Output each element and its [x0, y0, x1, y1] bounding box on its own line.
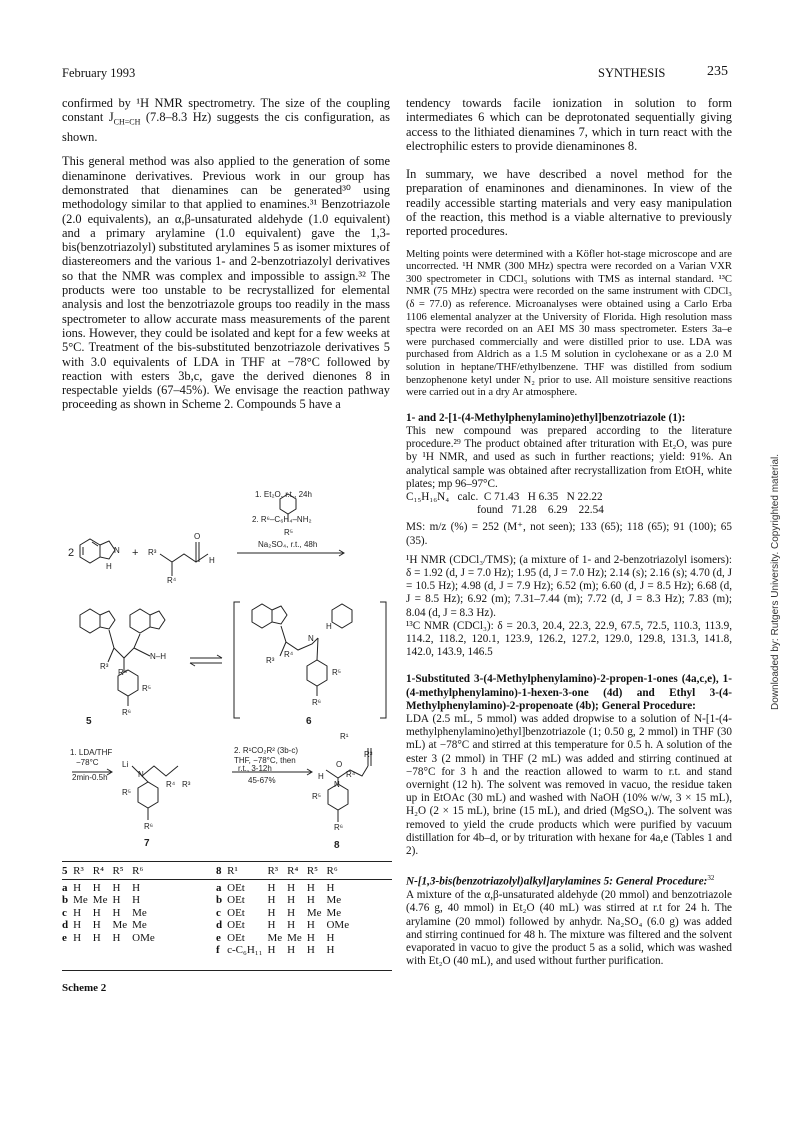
table-cell: OEt: [227, 894, 245, 906]
left-paragraph-2: This general method was also applied to the generation of some dienaminone derivatives. Previous work in our group has demonstrated that dienamines can be generated³⁰ using methodology similar to that applied to enamines.³¹ Benzotriazole (2.0 equivalents), an α,β-unsaturated aldehyde (1.0 equivalent) and a primary arylamine (1.0 equivalent) gave the 1,3-bis(benzotriazolyl) substituted arylamines 5 as isomer mixtures of diastereomers and the various 1- and 2-benzotriazolyl derivatives so that the NMR was complex and impossible to assign.³² The products were too unstable to be recrystallized for elemental analysis and lost the benzotriazole groups too readily in the mass spectrometer to allow accurate mass measurements of the parent ions. However, they could be isolated and kept for a few weeks at 5°C. Treatment of the bis-substituted benzotriazole derivatives 5 with 3.0 equivalents of LDA in THF at −78°C followed by reaction with esters 3b,c, gave the derived dienones 8 in respectable yields (67–45%). We envisage the reaction pathway proceeding as shown in Scheme 2. Compounds 5 have a: [62, 154, 390, 412]
exp1-cnmr: ¹³C NMR (CDCl₃): δ = 20.3, 20.4, 22.3, 22.9, 67.5, 72.5, 110.3, 113.9, 114.2, 118.2, 120.1, 123.9, 126.2, 127.2, 129.0, 129.8, 131.3, 141.8, 142.0, 143.9, 146.5: [406, 619, 732, 659]
table-compound-8: [216, 865, 354, 957]
table-cell: H: [306, 881, 315, 894]
table-cell: OMe: [326, 919, 350, 931]
table-compound-5: [62, 865, 160, 944]
table-cell: H: [92, 881, 101, 894]
table-cell: a: [62, 881, 68, 894]
table-cell: Me: [112, 919, 128, 931]
table-cell: H: [132, 894, 141, 906]
table-cell: R⁴: [287, 865, 299, 877]
compound6-r5: R⁵: [332, 668, 342, 677]
exp1-hnmr: ¹H NMR (CDCl₃/TMS); (a mixture of 1- and 2-benzotriazolyl isomers): δ = 1.92 (d, J = 7.0 Hz); 1.95 (d, J = 7.0 Hz); 2.14 (s); 2.16 (s); 4.70 (d, J = 10.5 Hz); 4.98 (d, J = 7.9 Hz); 6.52 (m); 6.60 (d, J = 8.5 Hz); 6.68 (d, J = 8.5 Hz); 6.92 (m); 7.31–7.44 (m); 7.72 (d, J = 8.3 Hz); 7.83 (m); 8.04 (d, J = 8.3 Hz).: [406, 553, 732, 619]
table-top-rule: [62, 861, 392, 862]
table-row: [62, 882, 160, 895]
table-cell: c: [216, 906, 221, 919]
compound7-r3: R³: [182, 780, 191, 789]
benzotriazole-n: N: [114, 546, 120, 555]
table-row: [62, 894, 160, 907]
table-cell: f: [216, 944, 220, 956]
scheme-caption: Scheme 2: [62, 982, 107, 994]
download-notice: Downloaded by: Rutgers University. Copyrighted material.: [770, 453, 781, 710]
compound6-label: 6: [306, 716, 312, 727]
right-paragraph-1: tendency towards facile ionization in solution to form intermediates 6 which can be deprotonated sequentially giving access to the lithiated dienamines 7, which in turn react with the electrophilic esters to provide dienaminones 8.: [406, 96, 732, 153]
table-cell: H: [287, 944, 296, 956]
table-cell: Me: [306, 906, 322, 919]
compound5-r6: R⁶: [122, 708, 132, 717]
table-cell: Me: [92, 894, 108, 906]
reactant-coefficient: 2: [68, 547, 75, 559]
table-cell: c-C₆H₁₁: [227, 944, 263, 956]
aldehyde-r3: R³: [148, 548, 157, 557]
header-date: February 1993: [62, 66, 136, 80]
compound8-h: H: [318, 772, 324, 781]
exp1-body: This new compound was prepared according to the literature procedure.²⁹ The product obtained after trituration with Et₂O, was pure by ¹H NMR, and used as such in further reactions; yield: 91%. An analytical sample was obtained after recrystallization from EtOH, white plates; mp 96–97°C.: [406, 425, 732, 490]
table-cell: R⁵: [306, 865, 318, 877]
exp1-formula: C₁₅H₁₆N₄ calc. C 71.43 H 6.35 N 22.22: [406, 491, 603, 504]
table-cell: H: [267, 906, 276, 919]
table-row: [216, 944, 354, 957]
left-column: [62, 96, 390, 422]
table-cell: H: [306, 894, 315, 906]
compound6-h: H: [326, 622, 332, 631]
ester-condition-2: THF, −78°C, then: [234, 756, 296, 765]
table-cell: H: [112, 881, 121, 894]
compound7-r6: R⁶: [144, 822, 154, 831]
table-cell: H: [306, 931, 315, 944]
table-cell: H: [306, 944, 315, 956]
table-row: [216, 894, 354, 907]
aldehyde-h: H: [209, 556, 215, 565]
table-cell: 5: [62, 865, 68, 877]
compound6-r4: R⁴: [284, 650, 294, 659]
table-row: [62, 865, 160, 882]
table-cell: R⁴: [92, 865, 104, 877]
table-cell: e: [62, 931, 67, 944]
table-cell: 8: [216, 865, 222, 877]
compound5-r3: R³: [100, 662, 109, 671]
lda-condition-2: −78°C: [76, 758, 99, 767]
scheme-condition-2: 2. R⁶–C₆H₄–NH₂: [252, 515, 312, 524]
table-cell: Me: [132, 906, 147, 919]
compound7-r5: R⁵: [122, 788, 132, 797]
table-cell: d: [216, 919, 223, 931]
table-cell: OEt: [227, 931, 245, 944]
table-cell: H: [306, 919, 315, 931]
table-cell: H: [267, 944, 276, 956]
exp3-body: A mixture of the α,β-unsaturated aldehyde (20 mmol) and benzotriazole (4.76 g, 40 mmol) in Et₂O (40 mL) was stirred at r.t for 24 h. The arylamine (20 mmol) followed by anhydr. Na₂SO₄ (6.0 g) was added and stirring continued for 48 h. The mixture was filtered and the solvent evaporated in vacuo to give the product 5 as a solid, which was washed with Et₂O (40 mL), and used without further purification.: [406, 889, 732, 968]
exp1-ms: MS: m/z (%) = 252 (M⁺, not seen); 133 (65); 118 (65); 91 (100); 65 (35).: [406, 521, 732, 547]
table-row: [216, 919, 354, 932]
table-bottom-rule: [62, 970, 392, 971]
scheme-condition-3: Na₂SO₄, r.t., 48h: [258, 540, 318, 549]
table-cell: R³: [73, 865, 84, 877]
compound8-r5: R⁵: [312, 792, 322, 801]
compound8-n: N: [334, 780, 340, 789]
table-cell: Me: [73, 894, 88, 906]
compound7-n: N: [138, 770, 144, 779]
table-cell: e: [216, 931, 221, 944]
plus-sign: +: [132, 547, 139, 559]
compound6-r6: R⁶: [312, 698, 322, 707]
table-cell: Me: [132, 919, 147, 931]
table-cell: R⁶: [326, 865, 338, 877]
ester-condition-4: 45-67%: [248, 776, 276, 785]
table-cell: H: [326, 944, 335, 956]
table-cell: R¹: [227, 865, 238, 877]
table-cell: Me: [326, 894, 342, 906]
table-cell: OEt: [227, 906, 245, 919]
table-row: [216, 907, 354, 920]
exp2-body: LDA (2.5 mL, 5 mmol) was added dropwise to a solution of N-[1-(4-methylphenylamino)ethyl]benzotriazole (1; 0.50 g, 2 mmol) in THF (30 mL) at −78°C and stirred at this temperature for 0.5 h. A solution of the ester 3 (2 mmol) in THF (2 mL) was added and stirring continued at −78°C for 3 h and the reaction allowed to warm to r.t. and stand overnight (12 h). The solvent was removed in vacuo, the residue taken up in EtOAc (30 mL) and washed with NaOH (10% w/w, 3 × 15 mL), H₂O (2 × 15 mL), brine (15 mL), and dried (MgSO₄). The solvent was removed to yield the crude products which were purified by vacuum distillation for 4b–d, or by trituration with hexane for 4a,e (Tables 1 and 2).: [406, 713, 732, 858]
scheme-condition-1: 1. Et₂O, r.t., 24h: [255, 490, 312, 499]
table-cell: H: [73, 906, 82, 919]
compound5-r4: R⁴: [118, 668, 128, 677]
table-cell: H: [132, 881, 141, 894]
table-cell: Me: [287, 931, 302, 944]
table-cell: H: [326, 881, 335, 894]
compound8-o-top: O: [336, 760, 343, 769]
compound6-r3: R³: [266, 656, 275, 665]
table-cell: H: [92, 906, 101, 919]
benzotriazole-h: H: [106, 562, 112, 571]
compound8-r6: R⁶: [334, 823, 344, 832]
table-row: [62, 932, 160, 945]
table-cell: a: [216, 881, 222, 894]
table-row: [62, 919, 160, 932]
table-cell: H: [287, 881, 296, 894]
exp1-title: 1- and 2-[1-(4-Methylphenylamino)ethyl]benzotriazole (1):: [406, 411, 686, 424]
exp2-title: 1-Substituted 3-(4-Methylphenylamino)-2-propen-1-ones (4a,c,e), 1-(4-methylphenylamino)-1-hexen-3-one (4d) and Ethyl 3-(4-Methylphenylamino)-2-propenoate (4b); General Procedure:: [406, 673, 732, 712]
general-methods: Melting points were determined with a Köfler hot-stage microscope and are uncorrected. ¹H NMR (300 MHz) spectra were recorded on a Varian VXR 300 spectrometer in CDCl₃ solutions with TMS as internal standard. ¹³C NMR (75 MHz) spectra were recorded on the same instrument with CDCl₃ (δ = 77.0) as reference. Microanalyses were obtained using a Carlo Erba 1106 elemental analyzer at the University of Florida. High resolution mass spectra were recorded on an AEI MS 30 mass spectrometer. Esters 3a–e were purchased commercially and were distilled prior to use. LDA was purchased from Aldrich as a 1.5 M solution in cyclohexane or as a 2.0 M solution in heptane/THF/ethylbenzene. THF was distilled from sodium benzophenone ketyl under N₂ prior to use. All moisture sensitive reactions were carried out in a dry Ar atmosphere.: [406, 248, 732, 399]
left-paragraph-1: confirmed by ¹H NMR spectrometry. The size of the coupling constant $J_{CH=CH}$ (7.8–8.3 Hz) suggests the cis configuration, as shown.: [62, 96, 390, 145]
compound7-li: Li: [122, 760, 129, 769]
table-cell: R⁶: [132, 865, 144, 877]
scheme-structures: [62, 470, 392, 870]
exp1-found: found 71.28 6.29 22.54: [477, 504, 604, 517]
compound5-r5: R⁵: [142, 684, 152, 693]
table-cell: Me: [326, 906, 342, 919]
lda-condition-1: 1. LDA/THF: [70, 748, 113, 757]
compound7-r4: R⁴: [166, 780, 176, 789]
compound8-r3-top: R³: [364, 750, 373, 759]
scheme-2: [62, 470, 392, 1030]
header-page: 235: [707, 64, 728, 79]
table-cell: OEt: [227, 919, 245, 931]
table-cell: c: [62, 906, 67, 919]
table-cell: R³: [267, 865, 279, 877]
lda-condition-3: 2min-0.5h: [72, 773, 108, 782]
table-cell: OMe: [132, 931, 155, 944]
table-cell: b: [216, 894, 223, 906]
aldehyde-o: O: [194, 532, 201, 541]
table-cell: H: [92, 931, 101, 944]
right-column: [406, 96, 732, 974]
table-cell: H: [112, 906, 121, 919]
compound6-n: N: [308, 634, 314, 643]
table-cell: H: [326, 931, 335, 944]
ester-condition-3: r.t., 3-12h: [238, 764, 272, 773]
table-cell: H: [287, 906, 296, 919]
table-row: [216, 882, 354, 895]
table-cell: H: [73, 881, 82, 894]
header-journal: SYNTHESIS: [598, 66, 666, 80]
compound8-label: 8: [334, 840, 340, 851]
table-cell: H: [287, 919, 296, 931]
table-cell: H: [267, 919, 276, 931]
right-paragraph-2: In summary, we have described a novel method for the preparation of enaminones and dienaminones. In view of the readily accessible starting materials and very easy manipulation of the reaction, this method is a viable alternative to previously reported procedures.: [406, 167, 732, 239]
table-cell: H: [73, 931, 82, 944]
compound5-label: 5: [86, 716, 92, 727]
table-cell: d: [62, 919, 69, 931]
aldehyde-r4: R⁴: [167, 576, 177, 585]
table-cell: H: [112, 931, 121, 944]
table-cell: R⁵: [112, 865, 124, 877]
compound8-r1-top: R¹: [340, 732, 349, 741]
scheme-condition-2b: R⁵: [284, 528, 294, 537]
table-cell: H: [287, 894, 296, 906]
table-row: [216, 932, 354, 945]
compound8-r4-top: R⁴: [346, 770, 356, 779]
ester-condition-1: 2. R¹CO₂R² (3b-c): [234, 746, 298, 755]
experimental-1: [406, 412, 732, 969]
table-cell: b: [62, 894, 69, 906]
table-cell: H: [267, 894, 276, 906]
table-row: [62, 907, 160, 920]
table-cell: H: [92, 919, 101, 931]
compound7-label: 7: [144, 838, 150, 849]
table-row: [216, 865, 354, 882]
table-cell: H: [73, 919, 82, 931]
table-cell: OEt: [227, 881, 245, 894]
compound5-nh: N–H: [150, 652, 167, 661]
exp3-title: N-[1,3-bis(benzotriazolyl)alkyl]arylamines 5: General Procedure:$^{32}$: [406, 874, 715, 889]
table-cell: H: [267, 881, 276, 894]
table-cell: Me: [267, 931, 283, 944]
table-cell: H: [112, 894, 121, 906]
